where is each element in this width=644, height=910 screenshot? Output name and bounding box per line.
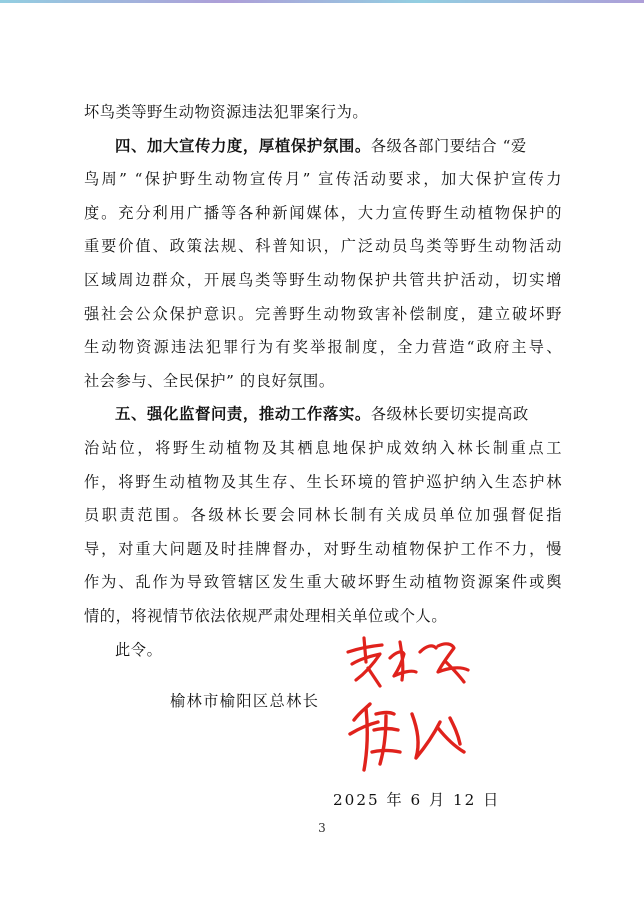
section-5-line: 导，对重大问题及时挂牌督办，对野生动植物保护工作不力，慢 [84,539,562,558]
section-5-line: 情的，将视情节依法依规严肃处理相关单位或个人。 [84,606,448,625]
page-number: 3 [318,821,326,835]
signature-1-image [342,632,482,692]
document-body [84,96,562,667]
section-5-heading: 五、强化监督问责，推动工作落实。 [115,405,371,424]
section-5-line: 员职责范围。各级林长要会同林长制有关成员单位加强督促指 [84,506,562,525]
section-5-line: 作为、乱作为导致管辖区发生重大破坏野生动植物资源案件或舆 [84,573,562,592]
section-5-line: 治站位，将野生动植物及其栖息地保护成效纳入林长制重点工 [84,438,562,457]
section-5-text: 各级林长要切实提高政 [370,405,529,424]
section-4-first-line [84,130,562,164]
section-4-text: 各级各部门要结合 “爱 [370,136,527,155]
section-4-line: 重要价值、政策法规、科普知识，广泛动员鸟类等野生动物活动 [84,237,562,256]
section-4-line: 鸟周” “保护野生动物宣传月” 宣传活动要求，加大保护宣传力 [84,170,562,189]
signatory-title: 榆林市榆阳区总林长 [170,692,320,710]
section-4-line: 社会参与、全民保护” 的良好氛围。 [84,371,335,390]
signature-2-image [346,694,476,776]
document-date: 2025 年 6 月 12 日 [333,791,501,809]
closing-remark: 此令。 [115,640,163,659]
section-4-line: 生动物资源违法犯罪行为有奖举报制度，全力营造“政府主导、 [84,338,562,357]
paragraph-continuation: 坏鸟类等野生动物资源违法犯罪案行为。 [84,103,369,121]
section-5-line: 作，将野生动植物及其生存、生长环境的管护巡护纳入生态护林 [84,472,562,491]
section-4-line: 度。充分利用广播等各种新闻媒体，大力宣传野生动植物保护的 [84,203,562,222]
top-border-strip [0,0,644,3]
section-4-line: 区域周边群众，开展鸟类等野生动物保护共管共护活动，切实增 [84,270,562,289]
section-4-line: 强社会公众保护意识。完善野生动物致害补偿制度，建立破坏野 [84,304,562,323]
section-5-first-line [84,398,562,432]
section-4-heading: 四、加大宣传力度，厚植保护氛围。 [115,136,371,155]
